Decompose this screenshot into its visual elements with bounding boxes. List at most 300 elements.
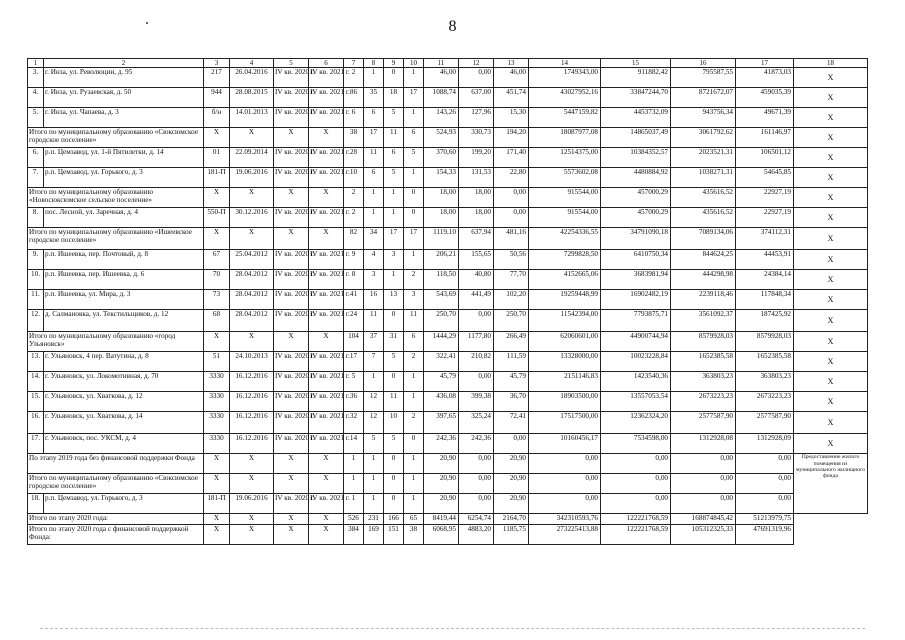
table-cell: X	[309, 128, 344, 148]
table-cell: 8721672,07	[671, 88, 736, 108]
table-cell: X	[274, 332, 309, 352]
table-cell: 459035,39	[736, 88, 794, 108]
table-cell: X	[274, 228, 309, 250]
table-cell: 0,00	[736, 454, 794, 474]
table-cell: 18	[384, 88, 404, 108]
table-cell: 1	[364, 372, 384, 392]
table-cell: 915544,00	[529, 208, 601, 228]
table-cell: 82	[344, 228, 364, 250]
table-row	[28, 372, 868, 392]
table-cell: 20,90	[424, 494, 459, 514]
table-cell: 543,69	[424, 290, 459, 310]
table-cell: 1	[404, 392, 424, 412]
table-cell: 10384352,57	[601, 148, 671, 168]
table-cell: 12.	[28, 310, 44, 332]
table-cell: IV кв. 2021 г.	[309, 168, 344, 188]
table-cell: IV кв. 2020 г.	[274, 310, 309, 332]
table-cell: 1652385,58	[671, 352, 736, 372]
table-cell: 1652385,58	[736, 352, 794, 372]
table-cell: 217	[204, 68, 230, 88]
table-cell: 2673223,23	[671, 392, 736, 412]
table-cell: X	[204, 188, 230, 208]
address-cell: г. Инза, ул. Рузаевская, д. 50	[44, 88, 204, 108]
table-cell: 0	[404, 208, 424, 228]
table-cell: 14865037,49	[601, 128, 671, 148]
table-cell: 2164,70	[494, 514, 529, 525]
scan-edge-line	[40, 628, 865, 629]
table-cell: 399,38	[459, 392, 494, 412]
table-cell: 18.	[28, 494, 44, 514]
table-cell: IV кв. 2021 г.	[309, 310, 344, 332]
table-cell: 4152665,06	[529, 270, 601, 290]
address-cell: г. Ульяновск, пос. УКСМ, д. 4	[44, 434, 204, 454]
table-cell: 206,21	[424, 250, 459, 270]
table-cell: 6410750,34	[601, 250, 671, 270]
table-cell: 8579928,03	[671, 332, 736, 352]
table-cell: X	[230, 332, 274, 352]
table-cell: 51213979,75	[736, 514, 794, 525]
table-cell: IV кв. 2020 г.	[274, 352, 309, 372]
table-cell: 14.01.2013	[230, 108, 274, 128]
table-cell: 0,00	[459, 68, 494, 88]
table-cell: IV кв. 2021 г.	[309, 290, 344, 310]
table-cell: 3	[404, 290, 424, 310]
table-cell: 5573602,08	[529, 168, 601, 188]
column-number-cell: 11	[424, 59, 459, 68]
table-cell: 36,70	[494, 392, 529, 412]
table-cell: 11	[384, 128, 404, 148]
table-cell: 28.04.2012	[230, 290, 274, 310]
table-cell: 26.04.2016	[230, 68, 274, 88]
table-cell: 0,00	[494, 208, 529, 228]
table-cell: IV кв. 2020 г.	[274, 372, 309, 392]
table-cell: 242,36	[459, 434, 494, 454]
table-cell: 444298,98	[671, 270, 736, 290]
table-cell: 44900744,94	[601, 332, 671, 352]
table-cell: IV кв. 2021 г.	[309, 494, 344, 514]
table-cell: 41873,03	[736, 68, 794, 88]
x-mark-cell: X	[794, 372, 868, 392]
x-mark-cell: X	[794, 332, 868, 352]
address-cell: р.п. Ишеевка, пер. Ишеевка, д. 6	[44, 270, 204, 290]
table-cell: 155,65	[459, 250, 494, 270]
table-cell: 0,00	[494, 434, 529, 454]
table-cell: 43027952,16	[529, 88, 601, 108]
table-cell: 12514375,00	[529, 148, 601, 168]
table-cell: 106501,12	[736, 148, 794, 168]
x-mark-cell: X	[794, 108, 868, 128]
table-cell: 199,20	[459, 148, 494, 168]
table-cell: 0,00	[494, 188, 529, 208]
table-cell: 2	[404, 412, 424, 434]
table-cell: 11542394,00	[529, 310, 601, 332]
table-cell: 28	[344, 148, 364, 168]
table-cell: 457000,29	[601, 188, 671, 208]
table-cell: 36	[344, 392, 364, 412]
table-cell: 3	[384, 250, 404, 270]
table-row	[28, 392, 868, 412]
table-cell: X	[274, 128, 309, 148]
column-number-cell: 4	[230, 59, 274, 68]
subtotal-label: Итого по муниципальному образованию «Ишеевское городское поселение»	[28, 228, 204, 250]
table-cell: 47691319,96	[736, 525, 794, 545]
table-cell: 11	[364, 148, 384, 168]
table-cell: 0	[384, 474, 404, 494]
table-cell: 0,00	[671, 494, 736, 514]
table-cell: X	[230, 514, 274, 525]
table-cell: 181-П	[204, 494, 230, 514]
table-cell: IV кв. 2020 г.	[274, 168, 309, 188]
table-cell: 1	[344, 454, 364, 474]
table-cell: 2	[404, 352, 424, 372]
address-cell: д. Салмановка, ул. Текстильщиков, д. 12	[44, 310, 204, 332]
table-cell: 5447159,82	[529, 108, 601, 128]
table-cell: 6.	[28, 148, 44, 168]
column-number-cell: 5	[274, 59, 309, 68]
table-cell: 481,16	[494, 228, 529, 250]
table-cell: X	[309, 514, 344, 525]
column-number-cell: 3	[204, 59, 230, 68]
table-cell: 15.	[28, 392, 44, 412]
table-cell: 5	[384, 108, 404, 128]
table-cell: 0	[404, 434, 424, 454]
table-cell: 34791090,18	[601, 228, 671, 250]
table-cell: 844624,25	[671, 250, 736, 270]
table-cell: 19259448,99	[529, 290, 601, 310]
table-cell: 16902482,19	[601, 290, 671, 310]
column-number-cell: 1	[28, 59, 44, 68]
table-cell: 16.12.2016	[230, 412, 274, 434]
table-cell: 44453,91	[736, 250, 794, 270]
address-cell: г. Ульяновск, ул. Хваткова, д. 12	[44, 392, 204, 412]
address-cell: г. Инза, ул. Революции, д. 95	[44, 68, 204, 88]
table-cell: 2577587,90	[671, 412, 736, 434]
table-cell: 70	[204, 270, 230, 290]
table-cell: 325,24	[459, 412, 494, 434]
table-cell: IV кв. 2020 г.	[274, 68, 309, 88]
table-cell: 3	[364, 270, 384, 290]
table-cell: 6	[384, 148, 404, 168]
table-cell: 0,00	[671, 474, 736, 494]
table-cell: 16	[364, 290, 384, 310]
table-cell: 0,00	[601, 494, 671, 514]
table-cell: IV кв. 2021 г.	[309, 372, 344, 392]
table-row	[28, 310, 868, 332]
table-cell: 1	[404, 168, 424, 188]
table-cell: 5	[344, 372, 364, 392]
table-cell: 194,20	[494, 128, 529, 148]
table-cell: 24	[344, 310, 364, 332]
table-cell: 1	[384, 270, 404, 290]
table-cell: 38	[344, 128, 364, 148]
table-cell: IV кв. 2021 г.	[309, 392, 344, 412]
table-row	[28, 494, 868, 514]
table-cell: 1	[404, 372, 424, 392]
table-cell: 131,53	[459, 168, 494, 188]
table-cell: 1	[404, 68, 424, 88]
table-row	[28, 412, 868, 434]
subtotal-row	[28, 128, 868, 148]
table-cell: IV кв. 2020 г.	[274, 412, 309, 434]
table-cell: IV кв. 2020 г.	[274, 494, 309, 514]
subtotal-row	[28, 514, 868, 525]
x-mark-cell: X	[794, 168, 868, 188]
table-cell: 187425,92	[736, 310, 794, 332]
table-cell: 231	[364, 514, 384, 525]
table-cell: 943756,34	[671, 108, 736, 128]
x-mark-cell: X	[794, 270, 868, 290]
table-cell: 451,74	[494, 88, 529, 108]
table-cell: 0,00	[601, 474, 671, 494]
table-cell: 1	[364, 208, 384, 228]
table-cell: 6	[364, 168, 384, 188]
table-cell: 2577587,90	[736, 412, 794, 434]
table-cell: 1	[384, 188, 404, 208]
x-mark-cell: X	[794, 412, 868, 434]
table-row	[28, 88, 868, 108]
table-cell: IV кв. 2021 г.	[309, 434, 344, 454]
table-cell: 0,00	[529, 474, 601, 494]
table-cell: 54645,85	[736, 168, 794, 188]
table-cell: 30.12.2016	[230, 208, 274, 228]
table-cell: 16.	[28, 412, 44, 434]
table-cell: 13328000,00	[529, 352, 601, 372]
x-mark-cell: X	[794, 68, 868, 88]
table-cell: X	[204, 228, 230, 250]
address-cell: г. Ульяновск, ул. Локомотивная, д. 70	[44, 372, 204, 392]
table-cell: 18903500,00	[529, 392, 601, 412]
subtotal-label: Итого по муниципальному образованию «Сюксюмское городское поселение»	[28, 128, 204, 148]
table-cell: X	[309, 454, 344, 474]
table-cell: X	[274, 525, 309, 545]
subtotal-row	[28, 525, 868, 545]
table-cell: 370,60	[424, 148, 459, 168]
table-cell: 4.	[28, 88, 44, 108]
x-mark-cell: X	[794, 434, 868, 454]
table-cell: 41	[344, 290, 364, 310]
table-row	[28, 290, 868, 310]
table-cell: 65	[404, 514, 424, 525]
table-cell: 17	[404, 88, 424, 108]
table-cell: 14	[344, 434, 364, 454]
column-number-cell: 12	[459, 59, 494, 68]
table-cell: 13	[384, 290, 404, 310]
table-cell: IV кв. 2020 г.	[274, 148, 309, 168]
table-cell: X	[204, 514, 230, 525]
table-cell: 34	[364, 228, 384, 250]
table-cell: 6068,95	[424, 525, 459, 545]
table-cell: 37	[364, 332, 384, 352]
table-cell: X	[230, 525, 274, 545]
column-number-cell: 10	[404, 59, 424, 68]
table-cell: 10	[384, 412, 404, 434]
table-cell: 16.12.2016	[230, 372, 274, 392]
table-cell: X	[204, 454, 230, 474]
table-cell: IV кв. 2021 г.	[309, 270, 344, 290]
table-cell: 330,73	[459, 128, 494, 148]
table-cell: 0,00	[601, 454, 671, 474]
table-cell: 22.09.2014	[230, 148, 274, 168]
table-cell: X	[230, 228, 274, 250]
table-cell: 0	[384, 310, 404, 332]
table-cell: 1088,74	[424, 88, 459, 108]
table-cell: 11	[364, 310, 384, 332]
subtotal-label: Итого по этапу 2020 года:	[28, 514, 204, 525]
table-cell: 7534598,00	[601, 434, 671, 454]
table-cell: 3683981,94	[601, 270, 671, 290]
table-cell: 5.	[28, 108, 44, 128]
table-cell: 8	[344, 270, 364, 290]
x-mark-cell: X	[794, 148, 868, 168]
table-cell: 1	[344, 474, 364, 494]
table-cell: 2023521,31	[671, 148, 736, 168]
table-cell: 5	[384, 352, 404, 372]
table-cell: 1444,29	[424, 332, 459, 352]
table-cell: 42254336,55	[529, 228, 601, 250]
table-cell: 5	[404, 148, 424, 168]
address-cell: р.п. Ишеевка, ул. Мира, д. 3	[44, 290, 204, 310]
table-cell: X	[230, 454, 274, 474]
table-cell: 363803,23	[671, 372, 736, 392]
table-cell: 435616,52	[671, 208, 736, 228]
table-cell: 1038271,31	[671, 168, 736, 188]
table-cell: IV кв. 2021 г.	[309, 148, 344, 168]
table-cell: 397,65	[424, 412, 459, 434]
subtotal-row	[28, 188, 868, 208]
table-cell: 10023228,84	[601, 352, 671, 372]
table-cell: 0,00	[459, 372, 494, 392]
table-cell: 18,00	[424, 208, 459, 228]
table-row	[28, 208, 868, 228]
table-cell: X	[204, 332, 230, 352]
table-cell: 1	[364, 494, 384, 514]
subtotal-label: Итого по этапу 2020 года с финансовой поддержкой Фонда:	[28, 525, 204, 545]
table-cell: 12	[364, 392, 384, 412]
table-cell: IV кв. 2020 г.	[274, 270, 309, 290]
table-cell: 0	[384, 68, 404, 88]
table-cell: 1	[364, 454, 384, 474]
table-cell: 11.	[28, 290, 44, 310]
table-cell: IV кв. 2020 г.	[274, 290, 309, 310]
table-cell: IV кв. 2020 г.	[274, 88, 309, 108]
table-cell: 72,41	[494, 412, 529, 434]
table-cell: 24384,14	[736, 270, 794, 290]
table-cell: X	[274, 474, 309, 494]
table-cell: 273225413,88	[529, 525, 601, 545]
table-cell: X	[204, 525, 230, 545]
table-cell: IV кв. 2021 г.	[309, 250, 344, 270]
subtotal-label: Итого по муниципальному образованию «Новосюксюмское сельское поселение»	[28, 188, 204, 208]
table-cell: 2151146,83	[529, 372, 601, 392]
table-cell: 0,00	[459, 454, 494, 474]
table-cell: IV кв. 2021 г.	[309, 412, 344, 434]
table-cell: 17.	[28, 434, 44, 454]
table-cell: 7	[364, 352, 384, 372]
table-cell: 40,80	[459, 270, 494, 290]
column-number-cell: 8	[364, 59, 384, 68]
table-row	[28, 352, 868, 372]
table-cell: 77,70	[494, 270, 529, 290]
table-cell: 9	[344, 250, 364, 270]
table-cell: 117848,34	[736, 290, 794, 310]
table-cell: 01	[204, 148, 230, 168]
table-cell: 16.12.2016	[230, 392, 274, 412]
x-mark-cell: X	[794, 128, 868, 148]
table-cell: 210,82	[459, 352, 494, 372]
table-cell: 50,56	[494, 250, 529, 270]
column-number-cell: 9	[384, 59, 404, 68]
table-cell: 4480884,92	[601, 168, 671, 188]
table-cell: 8.	[28, 208, 44, 228]
table-cell: 12362324,20	[601, 412, 671, 434]
x-mark-cell: X	[794, 310, 868, 332]
table-cell: IV кв. 2021 г.	[309, 68, 344, 88]
table-cell: 363803,23	[736, 372, 794, 392]
table-cell: 0,00	[459, 310, 494, 332]
table-cell: 0,00	[736, 474, 794, 494]
subtotal-label: Итого по муниципальному образованию «Сюксюмское городское поселение»	[28, 474, 204, 494]
table-cell: 35	[364, 88, 384, 108]
table-cell: 8419,44	[424, 514, 459, 525]
subtotal-row	[28, 332, 868, 352]
table-cell: IV кв. 2020 г.	[274, 434, 309, 454]
table-cell: 6	[344, 108, 364, 128]
table-cell: 436,08	[424, 392, 459, 412]
table-cell: 22927,19	[736, 208, 794, 228]
table-cell: 31	[384, 332, 404, 352]
table-cell: 3330	[204, 412, 230, 434]
page-number: 8	[448, 18, 457, 35]
note-cell: Предоставление жилого помещения из муниципального жилищного фонда	[794, 454, 868, 514]
table-row	[28, 68, 868, 88]
table-cell: 13.	[28, 352, 44, 372]
x-mark-cell: X	[794, 188, 868, 208]
table-cell: 17	[344, 352, 364, 372]
table-cell: X	[204, 128, 230, 148]
table-cell: 6	[404, 128, 424, 148]
table-cell: X	[230, 188, 274, 208]
column-number-cell: 15	[601, 59, 671, 68]
table-cell: б/н	[204, 108, 230, 128]
column-number-cell: 18	[794, 59, 868, 68]
table-cell: 18,00	[424, 188, 459, 208]
table-cell: IV кв. 2021 г.	[309, 88, 344, 108]
table-cell: 6254,74	[459, 514, 494, 525]
table-cell: 5	[364, 434, 384, 454]
table-cell: 18,00	[459, 208, 494, 228]
table-cell: 2	[344, 208, 364, 228]
table-cell: 32	[344, 412, 364, 434]
x-mark-cell: X	[794, 88, 868, 108]
table-cell: X	[274, 454, 309, 474]
table-cell: 15,30	[494, 108, 529, 128]
table-cell: 14.	[28, 372, 44, 392]
table-cell: 795587,55	[671, 68, 736, 88]
table-cell: 28.04.2012	[230, 270, 274, 290]
table-cell: 250,70	[494, 310, 529, 332]
address-cell: р.п. Цемзавод, ул. Горького, д. 3	[44, 168, 204, 188]
table-cell: 10	[344, 168, 364, 188]
table-cell: 111,59	[494, 352, 529, 372]
table-cell: 550-П	[204, 208, 230, 228]
table-cell: 3330	[204, 372, 230, 392]
table-cell: 1312928,09	[736, 434, 794, 454]
table-cell: 28.04.2012	[230, 310, 274, 332]
table-cell: 0,00	[459, 474, 494, 494]
table-cell: X	[230, 128, 274, 148]
table-cell: 4883,20	[459, 525, 494, 545]
table-cell: 168874845,42	[671, 514, 736, 525]
